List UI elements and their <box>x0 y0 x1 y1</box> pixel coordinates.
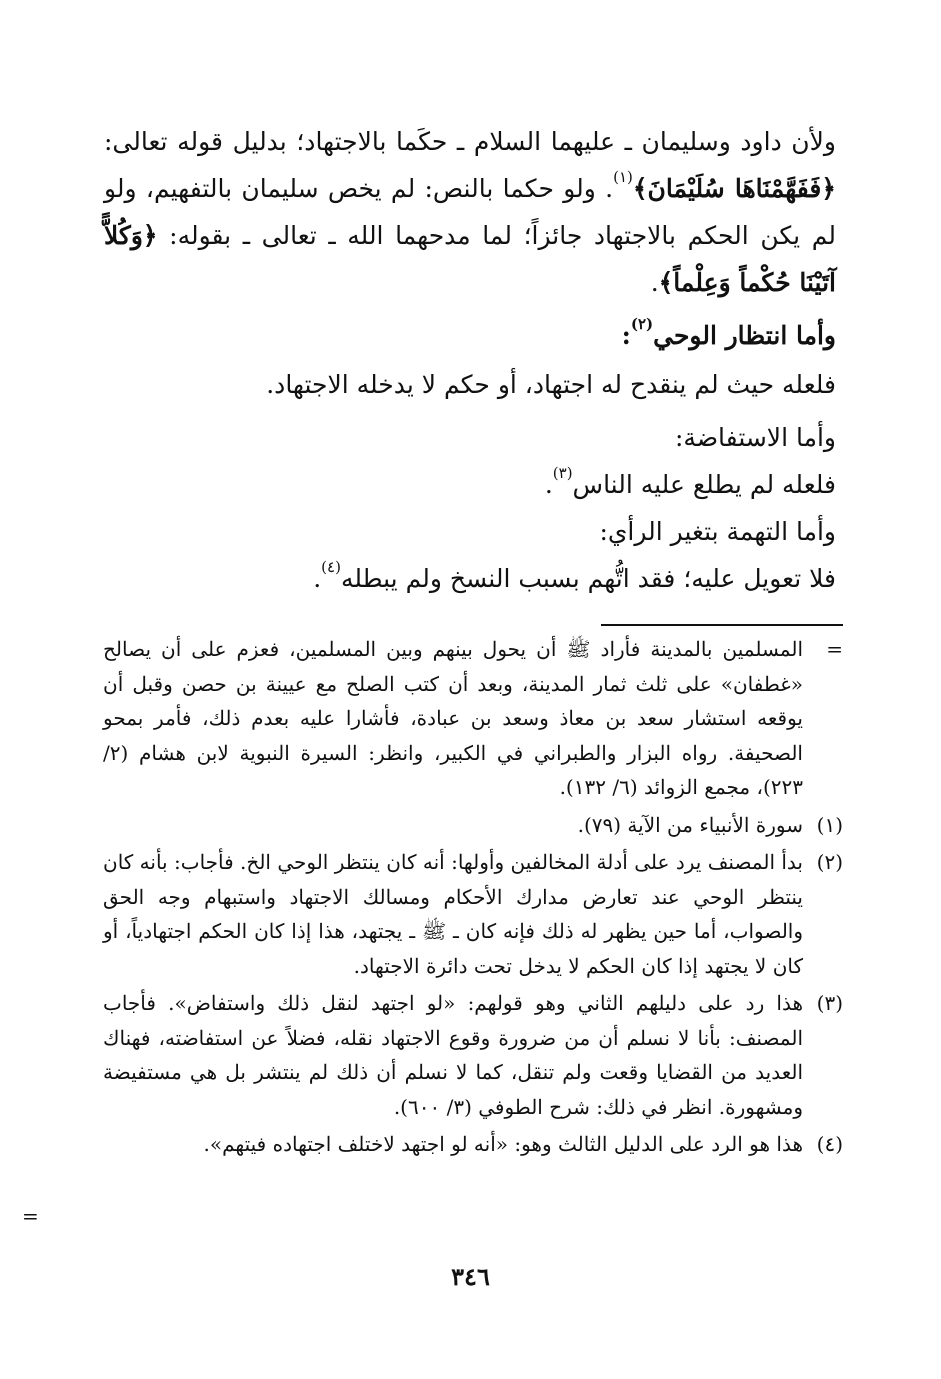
page-number: ٣٤٦ <box>451 1262 490 1291</box>
footnote-number: (٤) <box>816 1132 843 1156</box>
quran-verse: ﴿وَكُلاًّ آتَيْنَا حُكْماً وَعِلْماً﴾ <box>104 221 836 297</box>
heading-accusation: وأما التهمة بتغير الرأي: <box>599 517 836 546</box>
footnote-number: (١) <box>816 812 843 837</box>
footnote-text: سورة الأنبياء من الآية (٧٩). <box>577 812 803 837</box>
footnote-text: هذا رد على دليلهم الثاني وهو قولهم: «لو اجتهد لنقل ذلك واستفاض». فأجاب المصنف: بأنا لا نسلم أن من ضرورة وقوع الاجتهاد نقله، فضلاً عن استفاضته، فهناك العديد من القضايا وقعت ولم تنقل، كما لا نسلم أن ذلك لم ينتشر بل هي مستفيضة ومشهورة. انظر في ذلك: شرح الطوفي (٣/ ٦٠٠). <box>103 991 803 1119</box>
footnotes <box>103 632 843 1165</box>
paragraph-text: . ولو حكما بالنص: لم يخص سليمان بالتفهيم، ولو لم يكن الحكم بالاجتهاد جائزاً؛ لما مدحهما الله ـ تعالى ـ بقوله: <box>104 174 836 250</box>
footnote-divider <box>601 624 843 626</box>
heading-awaiting-revelation <box>104 312 836 359</box>
continuation-marker: = <box>826 637 843 661</box>
paragraph-dawud-sulayman <box>104 118 836 306</box>
heading-text: وأما انتظار الوحي <box>653 321 836 350</box>
footnote-ref: (٣) <box>552 463 573 482</box>
footnote-ref: (١) <box>613 167 633 186</box>
continues-marker: = <box>22 1204 39 1228</box>
footnote-continuation <box>103 632 843 805</box>
footnote-number: (٢) <box>816 850 843 874</box>
answer-text: فلا تعويل عليه؛ فقد اتُّهم بسبب النسخ ولم يبطله <box>340 564 836 593</box>
answer-accusation <box>104 555 836 602</box>
punctuation: . <box>544 470 553 499</box>
main-text <box>104 118 836 602</box>
heading-widespread: وأما الاستفاضة: <box>675 423 836 452</box>
footnote-ref: (٤) <box>321 557 341 576</box>
footnote-text: هذا هو الرد على الدليل الثالث وهو: «أنه لو اجتهد لاختلف اجتهاده فيتهم». <box>203 1132 803 1156</box>
quran-verse: ﴿فَفَهَّمْنَاهَا سُلَيْمَانَ﴾ <box>632 174 837 203</box>
footnote-3 <box>103 986 843 1124</box>
paragraph-text: ولأن داود وسليمان ـ عليهما السلام ـ حكَما بالاجتهاد؛ بدليل قوله تعالى: <box>104 127 836 156</box>
punctuation: : <box>621 321 631 350</box>
footnote-text: المسلمين بالمدينة فأراد ﷺ أن يحول بينهم وبين المسلمين، فعزم على أن يصالح «غطفان» على ثلث ثمار المدينة، وبعد أن كتب الصلح مع عيينة بن حصن وقبل أن يوقعه استشار سعد بن معاذ وسعد بن عبادة، فأشارا عليه بعدم ذلك، فأمر بمحو الصحيفة. رواه البزار والطبراني في الكبير، وانظر: السيرة النبوية لابن هشام (٢/ ٢٢٣)، مجمع الزوائد (٦/ ١٣٢). <box>103 637 803 799</box>
footnote-1 <box>103 808 843 843</box>
footnote-ref: (٢) <box>630 314 654 333</box>
footnote-4 <box>103 1127 843 1162</box>
footnote-number: (٣) <box>816 991 843 1015</box>
answer-awaiting-revelation: فلعله حيث لم ينقدح له اجتهاد، أو حكم لا يدخله الاجتهاد. <box>266 370 836 399</box>
punctuation: . <box>313 564 322 593</box>
answer-widespread <box>104 461 836 508</box>
footnote-2 <box>103 845 843 983</box>
answer-text: فلعله لم يطلع عليه الناس <box>572 470 836 499</box>
punctuation: . <box>650 268 659 297</box>
footnote-text: بدأ المصنف يرد على أدلة المخالفين وأولها: أنه كان ينتظر الوحي الخ. فأجاب: بأنه كان ينتظر الوحي عند تعارض مدارك الأحكام ومسالك الاجتهاد واستبهام وجه الحق والصواب، أما حين يظهر له ذلك فإنه كان ـ ﷺ ـ يجتهد، هذا إذا كان الحكم اجتهادياً، أو كان لا يجتهد إذا كان الحكم لا يدخل تحت دائرة الاجتهاد. <box>103 850 803 978</box>
